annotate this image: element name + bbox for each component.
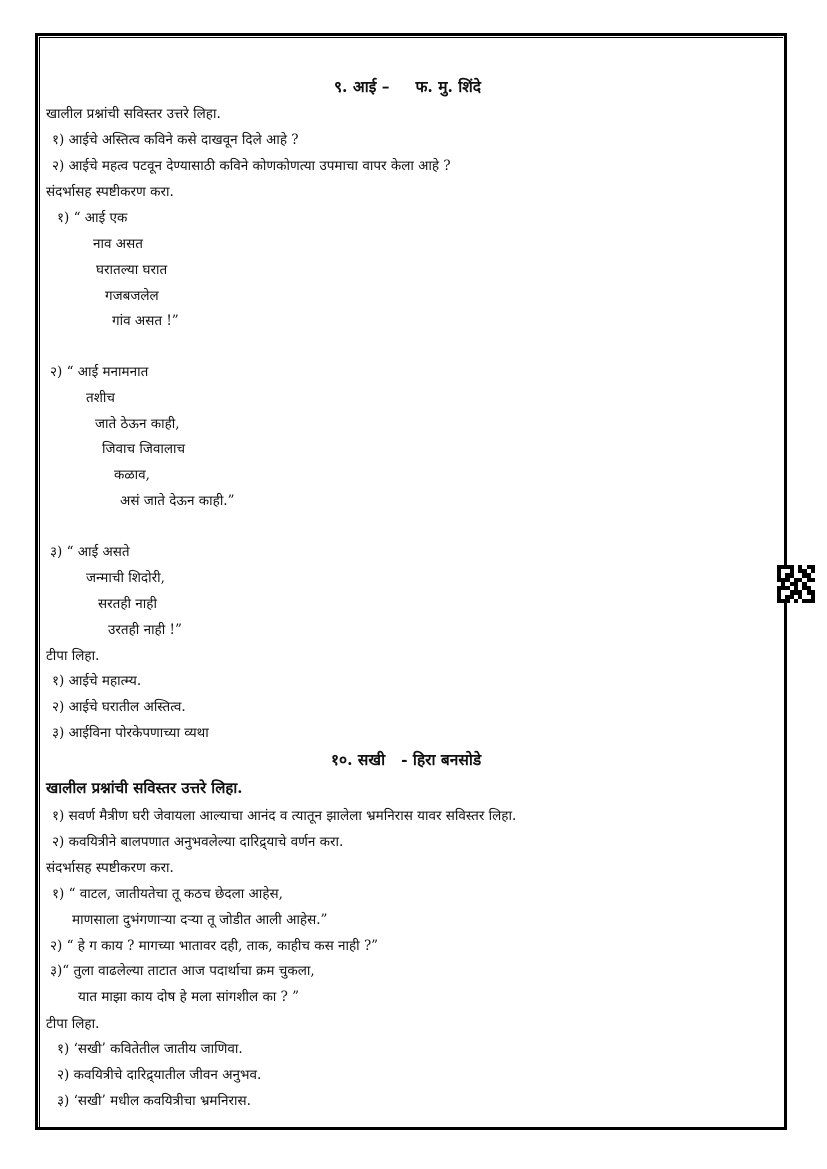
section9-title — [334, 78, 481, 96]
section10-title — [331, 751, 481, 769]
quote3-line-1: ३)“ तुला वाढलेल्या ताटात आज पदार्थाचा क्रम चुकला, — [50, 963, 315, 979]
poem3-line-4: उरतही नाही !” — [108, 622, 182, 638]
section9-note-2: २) आईचे घरातील अस्तित्व. — [52, 699, 186, 715]
section10-title-author: - हिरा बनसोडे — [401, 750, 482, 769]
poem1-line-5: गांव असत !” — [112, 313, 179, 329]
poem3-line-3: सरतही नाही — [98, 596, 157, 612]
section10-question-2: २) कवयित्रीने बालपणात अनुभवलेल्या दारिद्र्याचे वर्णन करा. — [52, 834, 344, 850]
poem1-line-2: नाव असत — [93, 236, 143, 252]
poem2-line-6: असं जाते देऊन काही.” — [120, 493, 235, 509]
section10-note-1: १) ‘सखी’ कवितेतील जातीय जाणिवा. — [57, 1041, 243, 1057]
section9-question-1: १) आईचे अस्तित्व कविने कसे दाखवून दिले आहे ? — [52, 132, 299, 148]
poem1-line-1: १) “ आई एक — [57, 210, 128, 226]
qr-code-icon — [777, 565, 815, 603]
section9-title-author: फ. मु. शिंदे — [415, 77, 482, 96]
quote1-line-2: माणसाला दुभंगणाऱ्या दऱ्या तू जोडीत आली आहेस.” — [72, 912, 328, 928]
section10-title-number: १०. सखी — [331, 750, 386, 769]
quote3-line-2: यात माझा काय दोष हे मला सांगशील का ? ” — [78, 989, 300, 1005]
section9-title-number: ९. आई – — [334, 77, 390, 96]
section10-notes-heading: टीपा लिहा. — [46, 1016, 100, 1032]
quote1-line-1: १) “ वाटल, जातीयतेचा तू कठच छेदला आहेस, — [52, 886, 283, 902]
section10-context-heading: संदर्भासह स्पष्टीकरण करा. — [46, 860, 174, 876]
section9-question-2: २) आईचे महत्व पटवून देण्यासाठी कविने कोणकोणत्या उपमाचा वापर केला आहे ? — [52, 158, 451, 174]
poem3-line-1: ३) “ आई असते — [50, 544, 130, 560]
section10-question-heading: खालील प्रश्नांची सविस्तर उत्तरे लिहा. — [46, 779, 243, 797]
poem1-line-4: गजबजलेल — [105, 288, 159, 304]
poem2-line-1: २) “ आई मनामनात — [50, 364, 149, 380]
poem2-line-4: जिवाच जिवालाच — [102, 441, 186, 457]
poem2-line-3: जाते ठेऊन काही, — [95, 416, 180, 432]
poem1-line-3: घरातल्या घरात — [96, 262, 168, 278]
poem3-line-2: जन्माची शिदोरी, — [86, 570, 165, 586]
section9-note-3: ३) आईविना पोरकेपणाच्या व्यथा — [52, 725, 209, 741]
poem2-line-2: तशीच — [86, 390, 115, 406]
section9-context-heading: संदर्भासह स्पष्टीकरण करा. — [46, 184, 174, 200]
quote2-line-1: २) “ हे ग काय ? मागच्या भातावर दही, ताक, काहीच कस नाही ?” — [50, 938, 379, 954]
poem2-line-5: कळाव, — [114, 467, 150, 483]
section10-question-1: १) सवर्ण मैत्रीण घरी जेवायला आल्याचा आनंद व त्यातून झालेला भ्रमनिरास यावर सविस्तर लिहा. — [52, 808, 517, 824]
section9-note-1: १) आईचे महात्म्य. — [52, 673, 142, 689]
section9-question-heading: खालील प्रश्नांची सविस्तर उत्तरे लिहा. — [46, 106, 221, 122]
section10-note-3: ३) ‘सखी’ मधील कवयित्रीचा भ्रमनिरास. — [57, 1093, 251, 1109]
section9-notes-heading: टीपा लिहा. — [46, 648, 100, 664]
section10-note-2: २) कवयित्रीचे दारिद्र्यातील जीवन अनुभव. — [57, 1067, 262, 1083]
